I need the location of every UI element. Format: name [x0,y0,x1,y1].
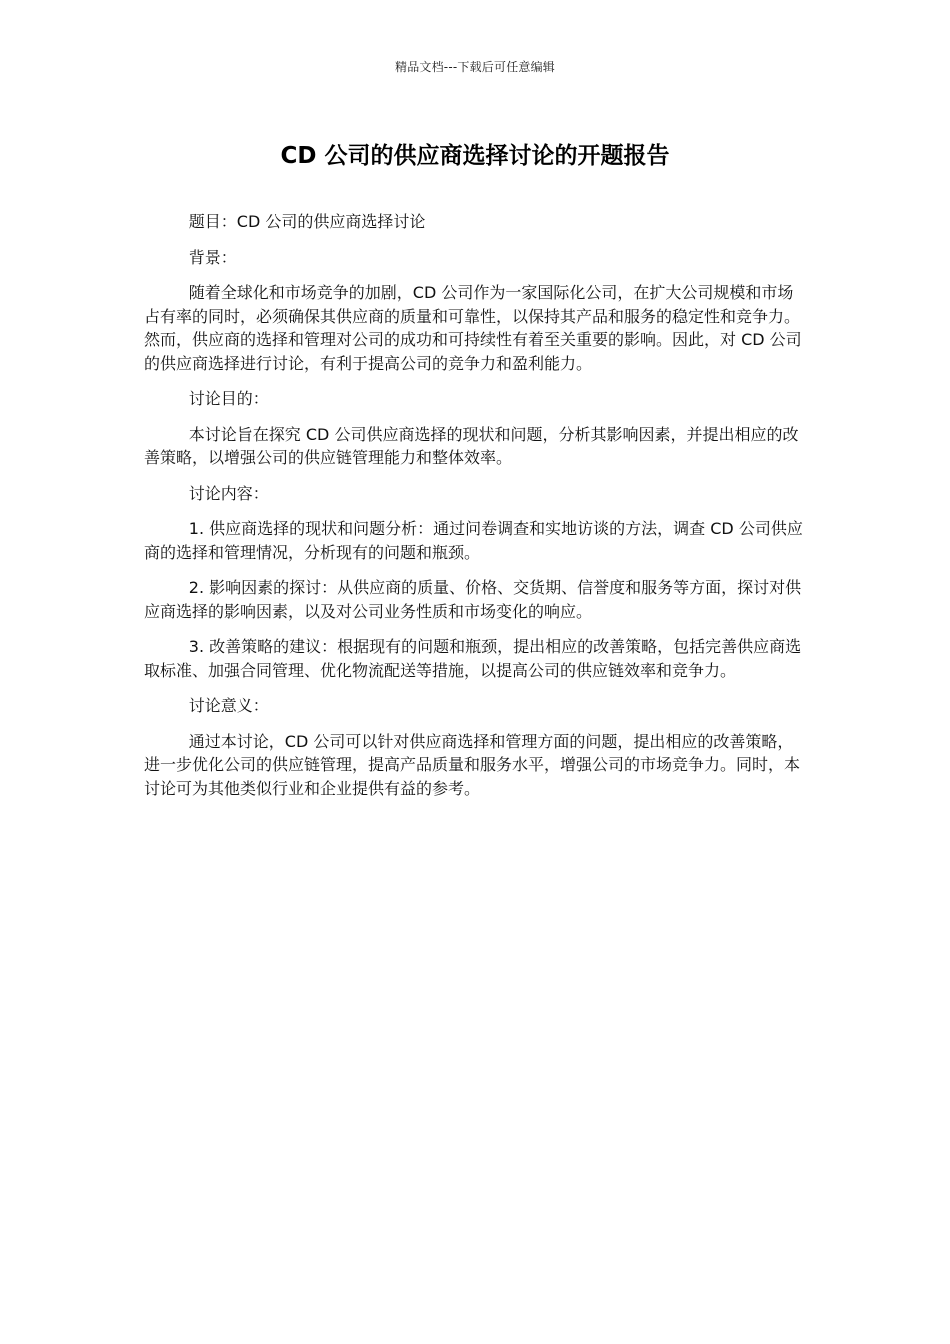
document-body [144,210,808,812]
content-item-1: 1. 供应商选择的现状和问题分析：通过问卷调查和实地访谈的方法，调查 CD 公司供应商的选择和管理情况，分析现有的问题和瓶颈。 [144,519,803,562]
section-heading-content: 讨论内容： [188,483,269,503]
section-heading-background: 背景： [188,247,237,267]
header-note: 精品文档---下载后可任意编辑 [395,60,555,74]
content-item-2: 2. 影响因素的探讨：从供应商的质量、价格、交货期、信誉度和服务等方面，探讨对供应商选择的影响因素，以及对公司业务性质和市场变化的响应。 [144,578,802,621]
purpose-paragraph: 本讨论旨在探究 CD 公司供应商选择的现状和问题，分析其影响因素，并提出相应的改善策略，以增强公司的供应链管理能力和整体效率。 [144,424,799,467]
content-item-3: 3. 改善策略的建议：根据现有的问题和瓶颈，提出相应的改善策略，包括完善供应商选取标准、加强合同管理、优化物流配送等措施，以提高公司的供应链效率和竞争力。 [144,637,802,680]
section-heading-purpose: 讨论目的： [188,389,269,408]
document-title: CD 公司的供应商选择讨论的开题报告 [280,143,670,169]
significance-paragraph: 通过本讨论，CD 公司可以针对供应商选择和管理方面的问题，提出相应的改善策略，进一步优化公司的供应链管理，提高产品质量和服务水平，增强公司的市场竞争力。同时，本讨论可为其他类似行业和企业提供有益的参考。 [144,731,801,798]
section-heading-significance: 讨论意义： [188,696,269,715]
background-paragraph: 随着全球化和市场竞争的加剧，CD 公司作为一家国际化公司，在扩大公司规模和市场占有率的同时，必须确保其供应商的质量和可靠性，以保持其产品和服务的稳定性和竞争力。然而，供应商的选择和管理对公司的成功和可持续性有着至关重要的影响。因此，对 CD 公司的供应商选择进行讨论，有利于提高公司的竞争力和盈利能力。 [144,283,802,373]
topic-line: 题目：CD 公司的供应商选择讨论 [188,212,426,231]
